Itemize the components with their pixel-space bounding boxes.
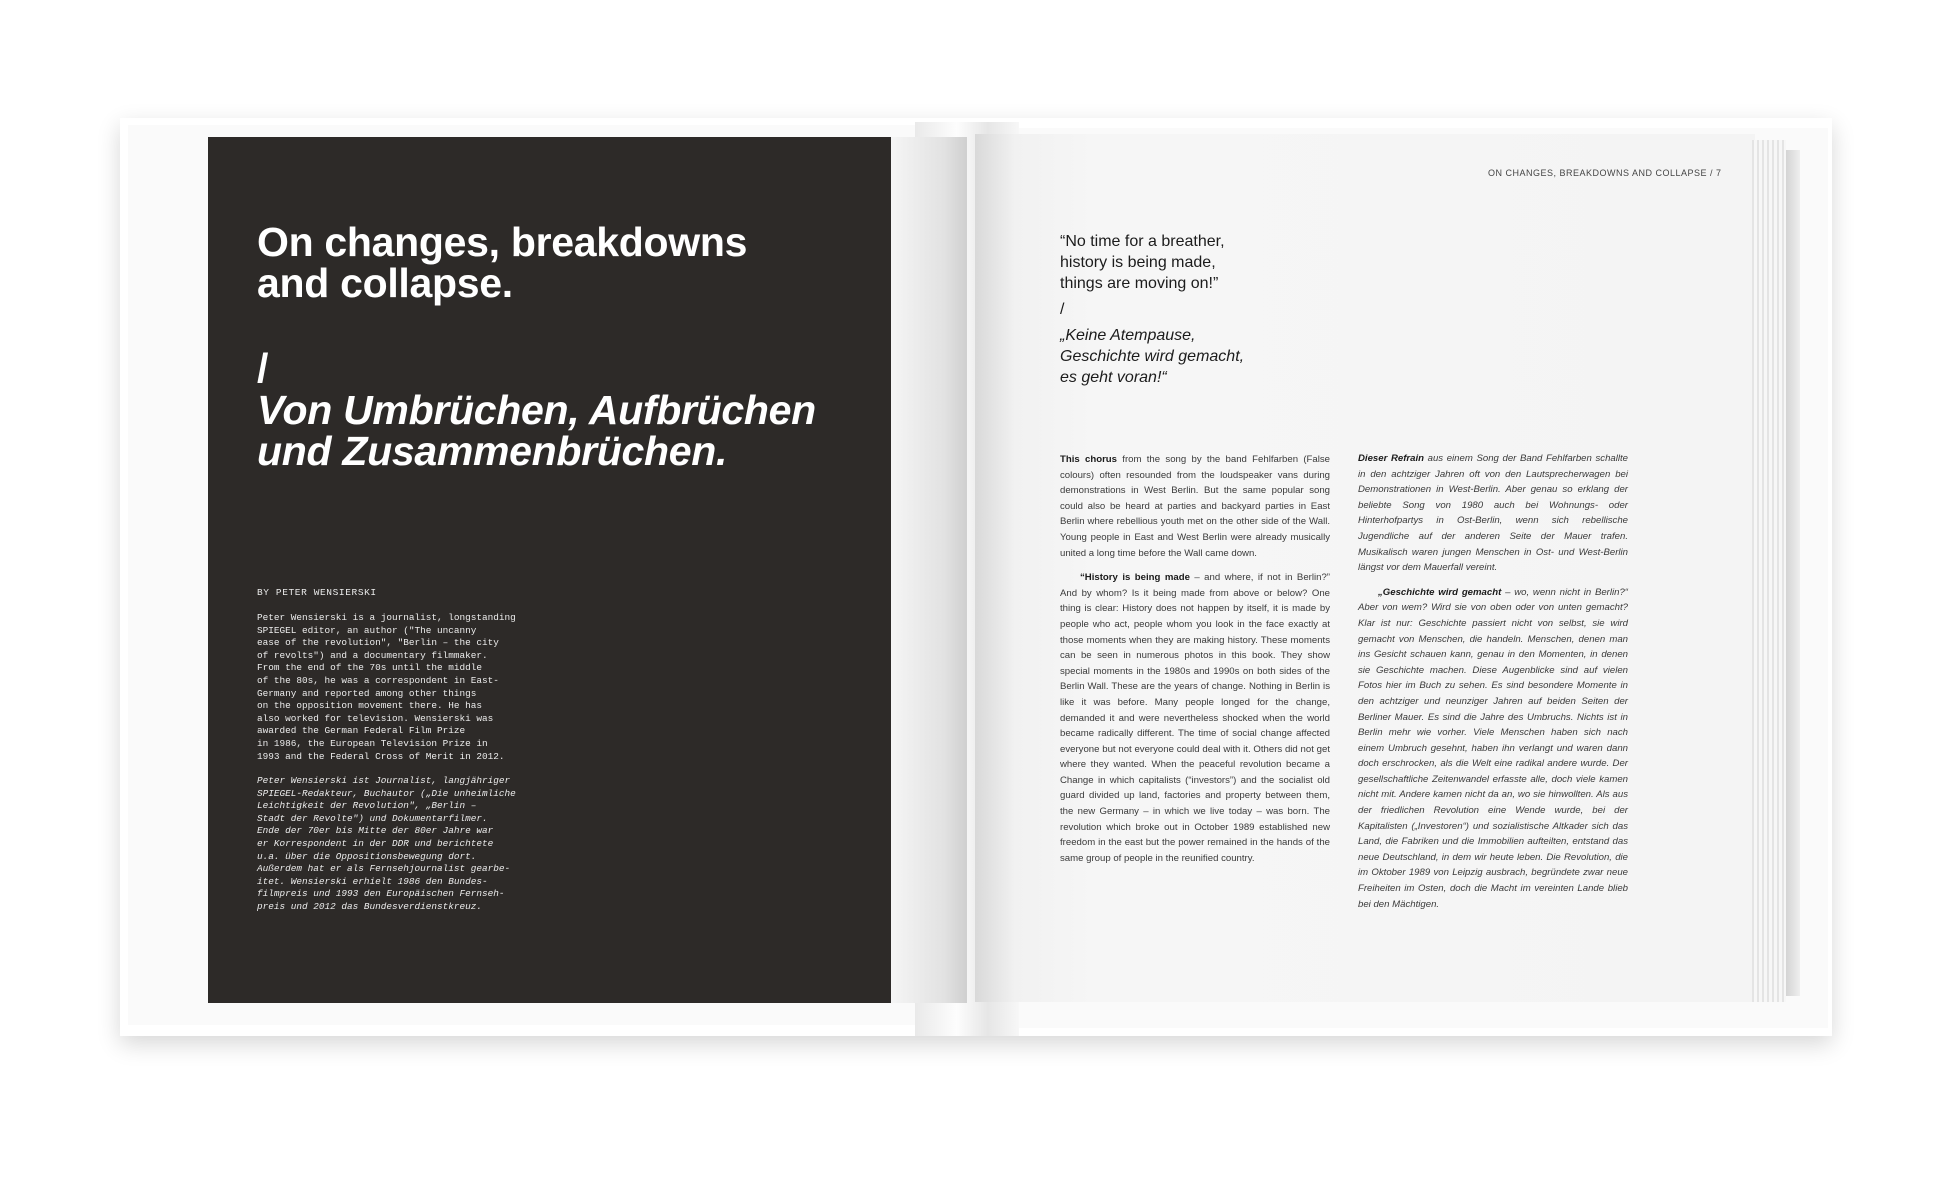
paragraph bbox=[1060, 452, 1330, 561]
left-page-gutter bbox=[891, 137, 967, 1003]
title-separator: / bbox=[257, 345, 269, 391]
quote-german: „Keine Atempause, Geschichte wird gemacht, es geht voran!“ bbox=[1060, 327, 1245, 386]
running-head: ON CHANGES, BREAKDOWNS AND COLLAPSE / 7 bbox=[1488, 168, 1722, 178]
quote-english: “No time for a breather, history is being made, things are moving on!” bbox=[1060, 233, 1225, 292]
page-block-edges bbox=[1752, 140, 1786, 1002]
body-column-english bbox=[1060, 452, 1330, 875]
paragraph-lead: “History is being made bbox=[1080, 572, 1190, 584]
paragraph-lead: Dieser Refrain bbox=[1358, 453, 1425, 464]
title-german: Von Umbrüchen, Aufbrüchen und Zusammenbrüchen. bbox=[257, 387, 816, 474]
paragraph bbox=[1060, 570, 1330, 866]
title-english: On changes, breakdowns and collapse. bbox=[257, 219, 748, 306]
paragraph bbox=[1358, 585, 1628, 912]
paragraph bbox=[1358, 451, 1628, 576]
paragraph-text: aus einem Song der Band Fehlfarben schallte in den achtziger Jahren oft von den Lautsprecherwagen bei Demonstrationen in West-Berlin. Aber genau so erklang der beliebte Song von 1980 auch bei Wohnungs- oder Hinterhofpartys in Ost-Berlin, wenn sich rebellische Jugendliche auf der anderen Seite der Mauer trafen. Musikalisch waren jungen Menschen in Ost- und West-Berlin längst vor dem Mauerfall vereint. bbox=[1358, 453, 1629, 574]
author-byline: BY PETER WENSIERSKI bbox=[257, 587, 377, 598]
author-bio-german: Peter Wensierski ist Journalist, langjähriger SPIEGEL-Redakteur, Buchautor („Die unheimliche Leichtigkeit der Revolution", „Berlin – Stadt der Revolte") und Dokumentarfilmer. Ende der 70er bis Mitte der 80er Jahre war er Korrespondent in der DDR und berichtete u.a. über die Oppositionsbewegung dort. Außerdem hat er als Fernsehjournalist gearbe- itet. Wensierski erhielt 1986 den Bundes- filmpreis und 1993 den Europäischen Fernseh- preis und 2012 das Bundesverdienstkreuz. bbox=[257, 775, 516, 912]
paragraph-lead: „Geschichte wird gemacht bbox=[1378, 586, 1502, 598]
paragraph-lead: This chorus bbox=[1060, 454, 1117, 465]
paragraph-text: – wo, wenn nicht in Berlin?“ Aber von wem? Wird sie von oben oder von unten gemacht? Klar ist nur: Geschichte passiert nicht von selbst, sie wird gemacht von Menschen, die handeln. Menschen, denen man ins Gesicht schauen kann, genau in den Momenten, in denen sie Geschichte machen. Diese Augenblicke sind auf vielen Fotos hier im Buch zu sehen. Es sind besondere Momente in den achtziger und neunziger Jahren auf beiden Seiten der Berliner Mauer. Es sind die Jahre des Umbruchs. Nichts ist in Berlin mehr wie vorher. Viele Menschen haben sich nach einem Umbruch gesehnt, haben ihn verlangt und waren dann doch erschrocken, als die Welt eine radikal andere wurde. Der gesellschaftliche Zeitenwandel erfasste alle, doch viele kamen nicht mit. Andere kamen nicht da an, wo sie hinwollten. Als aus der friedlichen Revolution eine Wende wurde, bei der Kapitalisten („Investoren“) und sozialistische Altkader sich das Land, die Fabriken und die Immobilien aufteilten, entstand das neue Deutschland, in dem wir heute leben. Die Revolution, die im Oktober 1989 von Leipzig ausbrach, begründete zwar neue Freiheiten im Osten, doch die Macht im vereinten Lande blieb bei den Mächtigen. bbox=[1358, 586, 1629, 910]
paragraph-text: – and where, if not in Berlin?” And by whom? Is it being made from above or below? One thing is clear: History does not happen by itself, it is made by people who act, people whom you look in the face exactly at those moments when they are making history. These moments can be seen in numerous photos in this book. They show special moments in the 1980s and 1990s on both sides of the Berlin Wall. These are the years of change. Nothing in Berlin is like it was before. Many people longed for the change, demanded it and were nevertheless shocked when the world became radically different. The time of social change affected everyone but not everyone could deal with it. Others did not get where they wanted. When the peaceful revolution became a Change in which capitalists (“investors”) and the socialist old guard divided up land, factories and property between them, the new Germany – in which we live today – was born. The revolution which broke out in October 1989 established new freedom in the east but the power remained in the hands of the same group of people in the reunified country. bbox=[1060, 572, 1330, 864]
paragraph-text: from the song by the band Fehlfarben (False colours) often resounded from the loudspeaker vans during demonstrations in West Berlin. But the same popular song could also be heard at parties and backyard parties in East Berlin where rebellious youth met on the other side of the Wall. Young people in East and West Berlin were already musically united a long time before the Wall came down. bbox=[1060, 454, 1330, 559]
page-block-shade bbox=[1786, 150, 1800, 996]
body-column-german bbox=[1358, 451, 1628, 921]
quote-separator: / bbox=[1060, 301, 1065, 318]
author-bio-english: Peter Wensierski is a journalist, longstanding SPIEGEL editor, an author ("The uncanny ease of the revolution", "Berlin – the city of revolts") and a documentary filmmaker. From the end of the 70s until the middle of the 80s, he was a correspondent in East- Germany and reported among other things on the opposition movement there. He has also worked for television. Wensierski was awarded the German Federal Film Prize in 1986, the European Television Prize in 1993 and the Federal Cross of Merit in 2012. bbox=[257, 612, 516, 762]
